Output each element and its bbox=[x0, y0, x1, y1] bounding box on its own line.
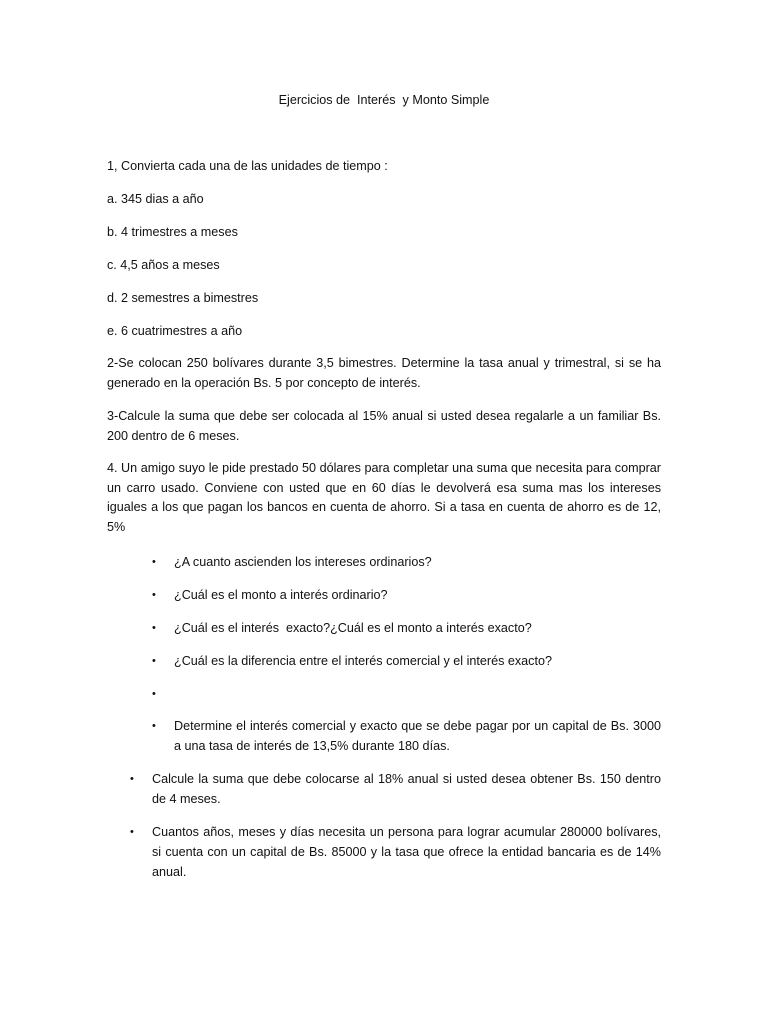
question-4-bullet-4: ¿Cuál es la diferencia entre el interés comercial y el interés exacto? bbox=[174, 654, 552, 668]
document-title: Ejercicios de Interés y Monto Simple bbox=[278, 93, 490, 107]
exercise-bullet-2: Cuantos años, meses y días necesita un persona para lograr acumular 280000 bolívares, si cuenta con un capital de Bs. 85000 y la tasa que ofrece la entidad bancaria es de 14% anual. bbox=[152, 825, 661, 879]
bullet-marker: • bbox=[152, 589, 156, 601]
bullet-marker: • bbox=[152, 556, 156, 568]
question-4-bullet-2: ¿Cuál es el monto a interés ordinario? bbox=[174, 588, 388, 602]
exercise-bullet-1: Calcule la suma que debe colocarse al 18% anual si usted desea obtener Bs. 150 dentro de 4 meses. bbox=[152, 772, 661, 806]
bullet-marker: • bbox=[152, 622, 156, 634]
question-4-bullet-1: ¿A cuanto ascienden los intereses ordinarios? bbox=[174, 555, 432, 569]
question-1-item-e: e. 6 cuatrimestres a año bbox=[107, 324, 243, 338]
bullet-marker: • bbox=[152, 720, 156, 732]
question-1-item-c: c. 4,5 años a meses bbox=[107, 258, 220, 272]
question-4-bullet-6: Determine el interés comercial y exacto que se debe pagar por un capital de Bs. 3000 a una tasa de interés de 13,5% durante 180 días. bbox=[174, 719, 661, 753]
question-1-heading: 1, Convierta cada una de las unidades de tiempo : bbox=[107, 159, 388, 173]
question-4-bullet-3: ¿Cuál es el interés exacto?¿Cuál es el monto a interés exacto? bbox=[174, 621, 532, 635]
bullet-marker: • bbox=[152, 655, 156, 667]
question-1-item-b: b. 4 trimestres a meses bbox=[107, 225, 238, 239]
bullet-marker: • bbox=[130, 773, 134, 785]
question-1-item-a: a. 345 dias a año bbox=[107, 192, 204, 206]
bullet-marker: • bbox=[152, 688, 156, 700]
question-2: 2-Se colocan 250 bolívares durante 3,5 bimestres. Determine la tasa anual y trimestral, si se ha generado en la operación Bs. 5 por concepto de interés. bbox=[107, 356, 661, 390]
question-4: 4. Un amigo suyo le pide prestado 50 dólares para completar una suma que necesita para comprar un carro usado. Conviene con usted que en 60 días le devolverá esa suma mas los intereses iguales a los que pagan los bancos en cuenta de ahorro. Si a tasa en cuenta de ahorro es de 12, 5% bbox=[107, 461, 661, 534]
question-1-item-d: d. 2 semestres a bimestres bbox=[107, 291, 259, 305]
question-3: 3-Calcule la suma que debe ser colocada al 15% anual si usted desea regalarle a un familiar Bs. 200 dentro de 6 meses. bbox=[107, 409, 661, 443]
bullet-marker: • bbox=[130, 826, 134, 838]
